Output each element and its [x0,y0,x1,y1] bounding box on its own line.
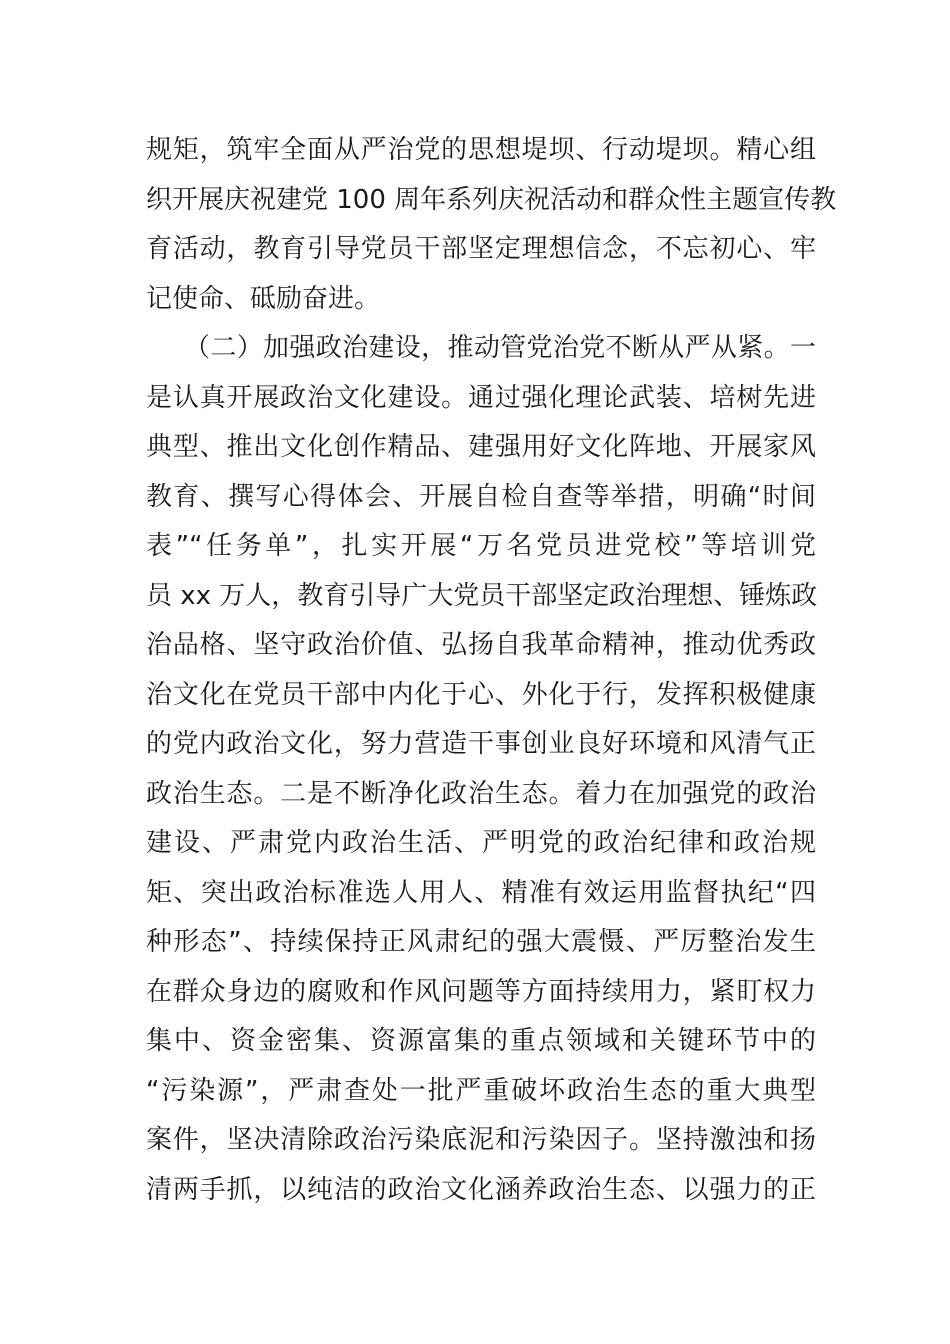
text-line: 员 xx 万人，教育引导广大党员干部坚定政治理想、锤炼政 [146,580,818,611]
text-line: “污染源”，严肃查处一批严重破坏政治生态的重大典型 [146,1075,816,1106]
text-line: 在群众身边的腐败和作风问题等方面持续用力，紧盯权力 [146,976,816,1007]
text-line: 种形态”、持续保持正风肃纪的强大震慑、严厉整治发生 [146,927,816,957]
text-line: 集中、资金密集、资源富集的重点领域和关键环节中的 [146,1026,816,1056]
text-line: 表”“任务单”，扎实开展“万名党员进党校”等培训党 [146,531,816,561]
text-line: 教育、撰写心得体会、开展自检自查等举措，明确“时间 [146,481,816,512]
text-line: 育活动，教育引导党员干部坚定理想信念，不忘初心、牢 [146,234,816,264]
text-line: 政治生态。二是不断净化政治生态。着力在加强党的政治 [146,778,816,809]
text-line: 矩、突出政治标准选人用人、精准有效运用监督执纪“四 [146,877,816,908]
section-heading-line: （二）加强政治建设，推动管党治党不断从严从紧。一 [184,333,816,363]
text-line: 案件，坚决清除政治污染底泥和污染因子。坚持激浊和扬 [146,1125,816,1155]
text-line: 记使命、砥励奋进。 [146,283,381,314]
text-line: 清两手抓，以纯洁的政治文化涵养政治生态、以强力的正 [146,1174,816,1205]
text-line: 的党内政治文化，努力营造干事创业良好环境和风清气正 [146,729,816,759]
body-text [146,126,837,1215]
text-line: 典型、推出文化创作精品、建强用好文化阵地、开展家风 [146,432,816,462]
text-line: 规矩，筑牢全面从严治党的思想堤坝、行动堤坝。精心组 [146,135,816,165]
text-line: 建设、严肃党内政治生活、严明党的政治纪律和政治规 [146,828,816,858]
text-line: 织开展庆祝建党 100 周年系列庆祝活动和群众性主题宣传教 [146,184,837,215]
text-line: 治文化在党员干部中内化于心、外化于行，发挥积极健康 [146,679,816,710]
text-line: 治品格、坚守政治价值、弘扬自我革命精神，推动优秀政 [146,630,816,660]
text-line: 是认真开展政治文化建设。通过强化理论武装、培树先进 [146,382,816,413]
